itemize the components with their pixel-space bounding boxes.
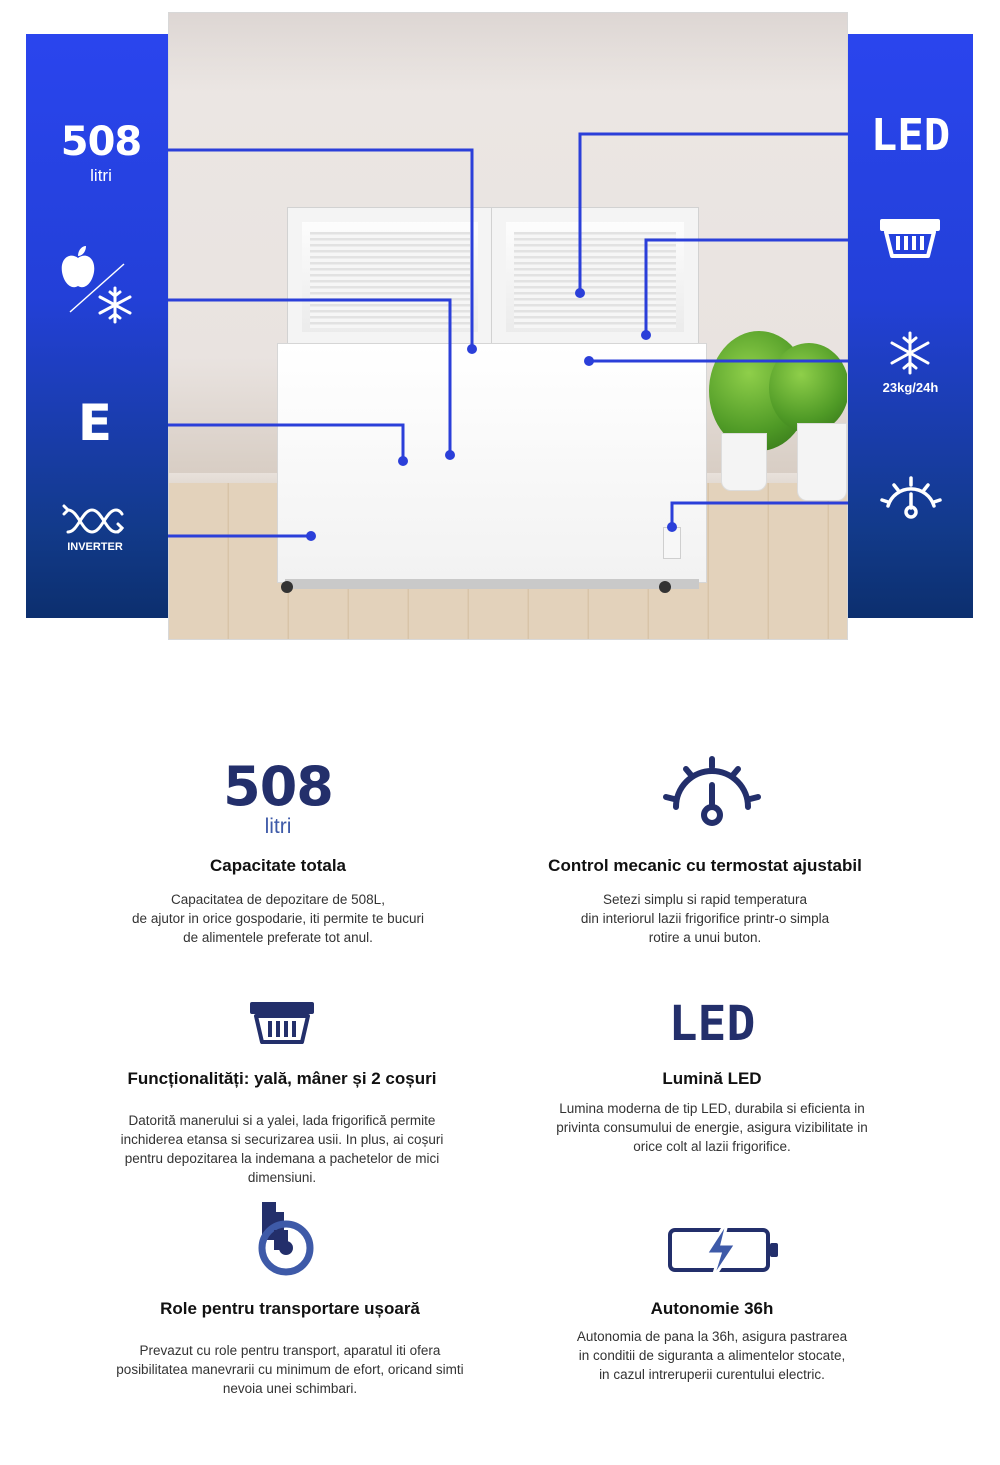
inverter-icon — [64, 506, 122, 532]
energy-class-label: E — [77, 394, 113, 452]
feature-title: Role pentru transportare ușoară — [160, 1299, 420, 1318]
feature-lock-handle-baskets — [62, 1069, 502, 1187]
feature-capacity — [58, 856, 498, 947]
feature-led-light — [492, 1069, 932, 1156]
feature-description: Setezi simplu si rapid temperatura din interiorul lazii frigorifice printr-o simpla rotire a unui buton. — [580, 892, 830, 945]
feature-description: Capacitatea de depozitare de 508L, de ajutor in orice gospodarie, iti permite te bucuri de alimentele preferate tot anul. — [132, 892, 424, 945]
callout-dot — [445, 450, 455, 460]
hero-led-label: LED — [870, 110, 951, 161]
feature-title: Capacitate totala — [209, 856, 347, 875]
callout-line-energy — [168, 425, 403, 461]
feature-title: Funcționalități: yală, mâner și 2 coșuri — [127, 1069, 437, 1088]
feature-description: Prevazut cu role pentru transport, aparatul iti ofera posibilitatea manevrarii cu minimum de efort, oricand simti nevoia unei schimbari. — [116, 1343, 464, 1396]
callout-dot — [641, 330, 651, 340]
capacity-unit: litri — [264, 815, 292, 838]
callout-line-basket — [646, 240, 848, 335]
feature-transport-wheels — [70, 1299, 510, 1398]
feature-title: Control mecanic cu termostat ajustabil — [548, 856, 862, 875]
led-icon: LED — [668, 996, 756, 1052]
battery-charge-icon — [666, 1218, 782, 1282]
feature-description: Autonomia de pana la 36h, asigura pastrarea in conditii de siguranta a alimentelor stocate, in cazul intreruperii curentului electric. — [576, 1329, 848, 1382]
callout-line-capacity — [168, 150, 472, 349]
callout-dot — [667, 522, 677, 532]
thermostat-dial-icon — [882, 478, 940, 517]
feature-title: Lumină LED — [662, 1069, 762, 1088]
basket-icon — [250, 1002, 314, 1046]
caster-wheel-icon — [256, 1200, 320, 1280]
hero-capacity-value: 508 — [60, 119, 142, 165]
capacity-value: 508 — [223, 755, 333, 818]
inverter-label: INVERTER — [67, 541, 123, 553]
apple-icon — [62, 246, 95, 287]
snowflake-icon — [892, 333, 928, 373]
callout-dot — [575, 288, 585, 298]
feature-description: Datorită manerului si a yalei, lada frigorifică permite inchiderea etansa si securizarea usii. In plus, ai coșuri pentru depozitarea la indemana a pachetelor de mici dimensiuni. — [120, 1113, 444, 1185]
callout-dot — [584, 356, 594, 366]
callout-line-fruit-freeze — [168, 300, 450, 455]
feature-title: Autonomie 36h — [650, 1299, 774, 1318]
callout-dot — [306, 531, 316, 541]
basket-icon — [882, 221, 938, 256]
feature-thermostat — [485, 856, 925, 947]
callout-overlay — [0, 0, 1000, 650]
thermostat-dial-icon — [660, 755, 764, 831]
snowflake-icon — [100, 288, 130, 322]
hero-capacity-unit: litri — [90, 166, 112, 185]
feature-description: Lumina moderna de tip LED, durabila si eficienta in privinta consumului de energie, asigura vizibilitate in orice colt al lazii frigorifice. — [556, 1101, 868, 1154]
callout-dot — [467, 344, 477, 354]
freeze-capacity-label: 23kg/24h — [882, 380, 939, 395]
feature-autonomy — [492, 1299, 932, 1384]
callout-line-thermostat — [672, 503, 848, 527]
hero-banner — [0, 0, 1000, 650]
callout-line-led — [580, 134, 848, 293]
callout-dot — [398, 456, 408, 466]
